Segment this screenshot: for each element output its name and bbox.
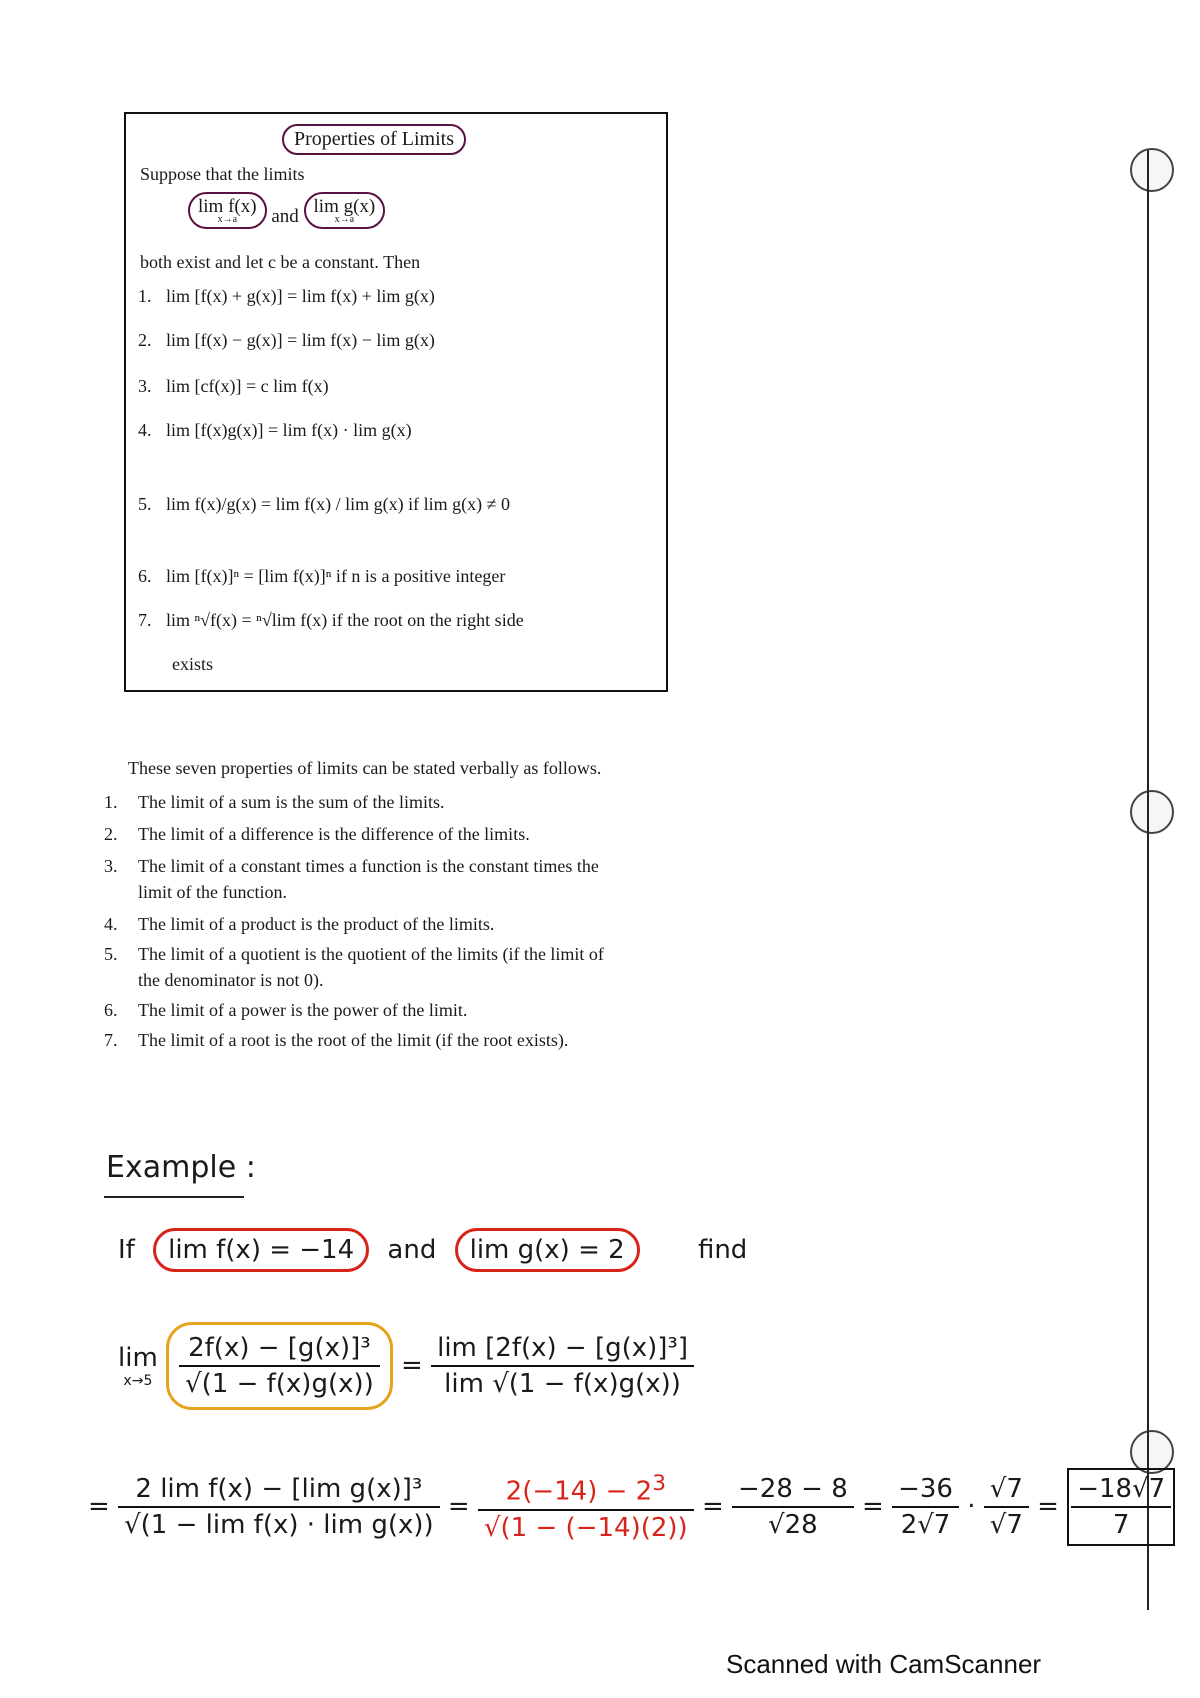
lim-label: lim x→5 [118, 1343, 158, 1389]
if-word: If [118, 1235, 135, 1265]
target-expression: $\frac{\text{2f(x) − [g(x)]³}}{√(1 - f(x)g(x))}$ [166, 1322, 393, 1410]
property-7: 7. lim ⁿ√f(x) = ⁿ√lim f(x) if the root on the right side [138, 610, 524, 630]
and-word: and [271, 206, 299, 227]
equals-1: = [401, 1350, 423, 1381]
verbal-lead: These seven properties of limits can be stated verbally as follows. [128, 758, 602, 778]
property-1: 1. lim [f(x) + g(x)] = lim f(x) + lim g(x) [138, 286, 435, 306]
verbal-item-5: 5. The limit of a quotient is the quotient of the limits (if the limit of [104, 944, 604, 964]
given-line [118, 1228, 747, 1272]
step1-fraction: $\frac{\text{lim [2f(x) − [g(x)]³]}}{\lim √(1 - f(x)g(x))}$ [431, 1331, 694, 1401]
limit-expression-row [118, 1322, 694, 1410]
given-g-oval: lim g(x) = 2 [455, 1228, 640, 1272]
eval1-fraction: $\frac{-28 - 8}{√28}$ [732, 1472, 854, 1542]
verbal-item-7: 7. The limit of a root is the root of the limit (if the root exists). [104, 1030, 569, 1050]
equals-6: = [1037, 1491, 1059, 1522]
lim-g-circle: lim g(x) x→a [304, 192, 386, 229]
verbal-item-3: 3. The limit of a constant times a function is the constant times the [104, 856, 599, 876]
equals-3: = [447, 1491, 470, 1522]
verbal-item-5-cont: the denominator is not 0). [138, 970, 324, 990]
equals-5: = [862, 1491, 884, 1522]
camscanner-watermark: Scanned with CamScanner [726, 1649, 1042, 1679]
properties-box [124, 112, 668, 692]
punch-hole-top [1130, 148, 1174, 192]
given-f-oval: lim f(x) = −14 [153, 1228, 369, 1272]
punch-hole-middle [1130, 790, 1174, 834]
step2-fraction: $\frac{\text{2 lim f(x) − [lim g(x)]³}}{\text{√(1 − lim f(x) · lim g(x))}}$ [118, 1472, 440, 1542]
rationalize-fraction: $\frac{√7}{√7}$ [984, 1472, 1029, 1542]
evaluation-row [88, 1468, 1175, 1546]
property-7-exists: exists [172, 654, 214, 674]
equals-2: = [88, 1491, 110, 1522]
equals-4: = [701, 1491, 724, 1522]
property-4: 4. lim [f(x)g(x)] = lim f(x) · lim g(x) [138, 420, 412, 440]
property-5: 5. lim f(x)/g(x) = lim f(x) / lim g(x) if lim g(x) ≠ 0 [138, 494, 510, 514]
box-intro: Suppose that the limits [140, 164, 305, 184]
lim-f-circle: lim f(x) x→a [188, 192, 267, 229]
times-dot: · [967, 1491, 976, 1522]
substitution-fraction: $\frac{2(-14) - 2^3}{√(1 - (-14)(2))}$ [478, 1469, 694, 1545]
property-2: 2. lim [f(x) − g(x)] = lim f(x) − lim g(x) [138, 330, 435, 350]
and-word-hand: and [387, 1235, 437, 1265]
verbal-item-1: 1. The limit of a sum is the sum of the limits. [104, 792, 445, 812]
example-title: Example : [106, 1150, 256, 1185]
property-3: 3. lim [cf(x)] = c lim f(x) [138, 376, 329, 396]
verbal-item-2: 2. The limit of a difference is the difference of the limits. [104, 824, 530, 844]
box-then: both exist and let c be a constant. Then [140, 252, 421, 272]
verbal-item-4: 4. The limit of a product is the product of the limits. [104, 914, 495, 934]
verbal-item-6: 6. The limit of a power is the power of the limit. [104, 1000, 468, 1020]
margin-line [1147, 150, 1149, 1610]
property-6: 6. lim [f(x)]ⁿ = [lim f(x)]ⁿ if n is a positive integer [138, 566, 506, 586]
eval2-fraction: $\frac{-36}{2√7}$ [892, 1472, 959, 1542]
verbal-item-3-cont: limit of the function. [138, 882, 287, 902]
given-limits [188, 192, 385, 229]
answer-box: $\frac{-18√7}{7}$ [1067, 1468, 1175, 1546]
example-underline [104, 1196, 244, 1198]
find-word: find [697, 1235, 748, 1265]
box-title: Properties of Limits [282, 124, 466, 155]
